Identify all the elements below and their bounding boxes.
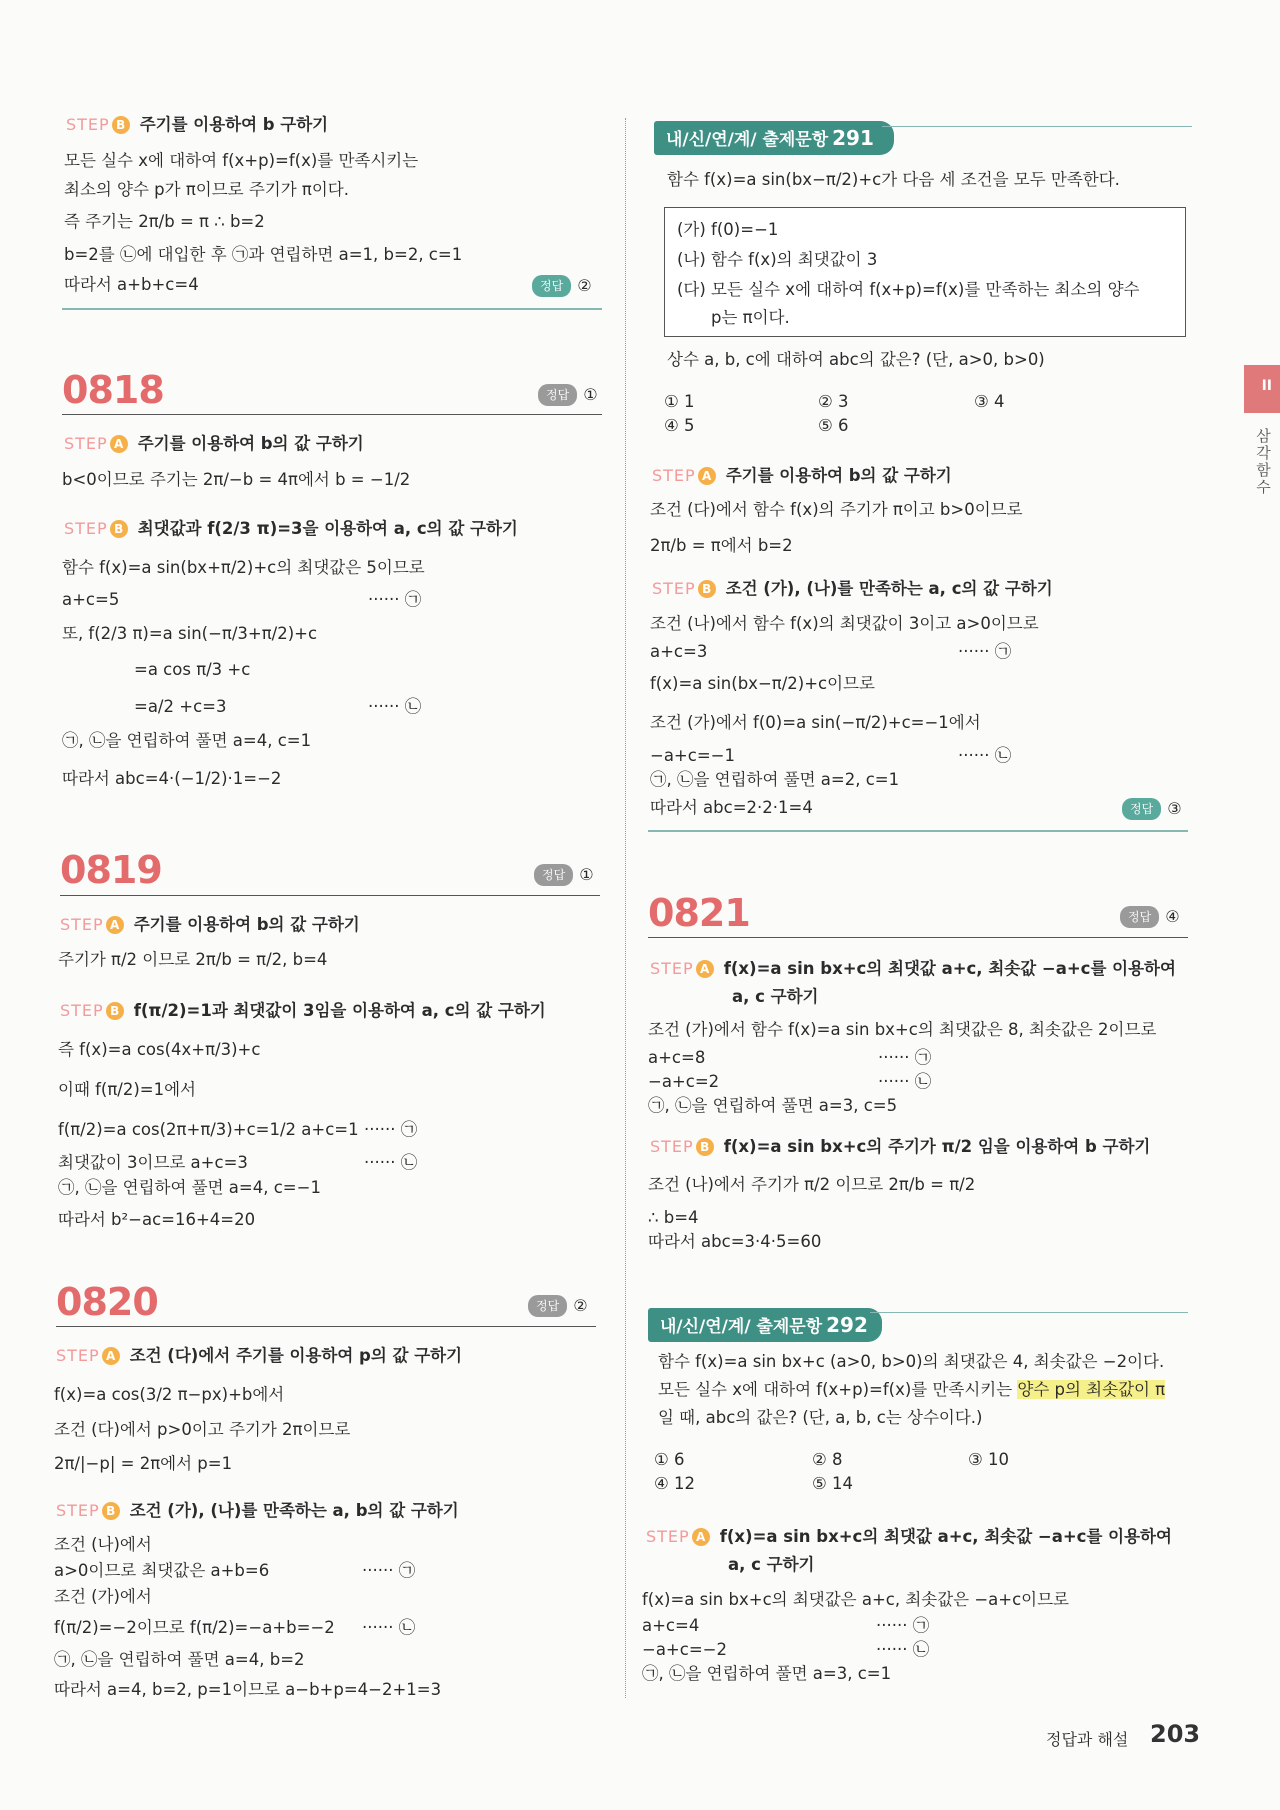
solution-line: b<0이므로 주기는 2π/−b = 4π에서 b = −1/2 xyxy=(62,470,411,489)
condition-da: (다) 모든 실수 x에 대하여 f(x+p)=f(x)를 만족하는 최소의 양수 xyxy=(677,280,1140,299)
solution-line: ㉠, ㉡을 연립하여 풀면 a=3, c=5 xyxy=(648,1096,898,1115)
section-divider xyxy=(648,830,1188,832)
solution-line: 이때 f(π/2)=1에서 xyxy=(58,1080,196,1099)
solution-line: ㉠, ㉡을 연립하여 풀면 a=4, c=−1 xyxy=(58,1178,321,1197)
choice: ② 8 xyxy=(812,1450,843,1469)
page-number: 203 xyxy=(1150,1720,1201,1748)
problem-number: 0821 xyxy=(648,891,750,935)
answer-badge: 정답 ③ xyxy=(1122,798,1182,820)
choice: ⑤ 6 xyxy=(818,416,849,435)
choice: ① 6 xyxy=(654,1450,685,1469)
solution-line: 즉 주기는 2π/b = π ∴ b=2 xyxy=(64,212,265,231)
equation-marker: ······ ㉠ xyxy=(364,1120,418,1139)
choice: ④ 12 xyxy=(654,1474,696,1493)
step-b-header: STEP B 조건 (가), (나)를 만족하는 a, c의 값 구하기 xyxy=(652,579,1053,598)
solution-line: f(x)=a sin(bx−π/2)+c이므로 xyxy=(650,674,875,693)
equation-marker: ······ ㉡ xyxy=(368,697,422,716)
solution-line: =a cos π/3 +c xyxy=(134,660,251,679)
solution-line: 또, f(2/3 π)=a sin(−π/3+π/2)+c xyxy=(62,624,318,643)
solution-line: 조건 (다)에서 함수 f(x)의 주기가 π이고 b>0이므로 xyxy=(650,500,1023,519)
equation-marker: ······ ㉡ xyxy=(878,1072,932,1091)
problem-stem: 함수 f(x)=a sin(bx−π/2)+c가 다음 세 조건을 모두 만족한다. xyxy=(667,170,1120,189)
step-a-header: STEP A f(x)=a sin bx+c의 최댓값 a+c, 최솟값 −a+c를 이용하여 xyxy=(650,959,1176,978)
choice: ④ 5 xyxy=(664,416,695,435)
solution-line: a+c=4 xyxy=(642,1616,700,1635)
choice: ⑤ 14 xyxy=(812,1474,854,1493)
answer-badge: 정답 ① xyxy=(534,864,594,886)
solution-line: =a/2 +c=3 xyxy=(134,697,227,716)
equation-marker: ······ ㉠ xyxy=(362,1561,416,1580)
equation-marker: ······ ㉠ xyxy=(368,590,422,609)
step-a-header: STEP A 주기를 이용하여 b의 값 구하기 xyxy=(652,466,952,485)
highlight: 양수 p의 최솟값이 π xyxy=(1017,1380,1166,1399)
answer-badge: 정답 ② xyxy=(532,275,592,297)
section-divider xyxy=(62,308,602,310)
condition-ga: (가) f(0)=−1 xyxy=(677,220,779,239)
step-b-header: STEP B f(x)=a sin bx+c의 주기가 π/2 임을 이용하여 b 구하기 xyxy=(650,1137,1151,1156)
solution-line: 따라서 abc=3·4·5=60 xyxy=(648,1232,822,1251)
solution-line: ㉠, ㉡을 연립하여 풀면 a=3, c=1 xyxy=(642,1664,892,1683)
banner-line xyxy=(870,1312,1188,1313)
problem-stem: 모든 실수 x에 대하여 f(x+p)=f(x)를 만족시키는 양수 p의 최솟값이 π xyxy=(658,1380,1166,1399)
solution-line: f(x)=a cos(3/2 π−px)+b에서 xyxy=(54,1385,285,1404)
equation-marker: ······ ㉡ xyxy=(958,746,1012,765)
problem-rule xyxy=(648,937,1188,938)
problem-number: 0818 xyxy=(62,368,164,412)
solution-line: 조건 (가)에서 f(0)=a sin(−π/2)+c=−1에서 xyxy=(650,713,981,732)
solution-line: 조건 (나)에서 주기가 π/2 이므로 2π/b = π/2 xyxy=(648,1175,976,1194)
problem-rule xyxy=(56,1326,596,1327)
equation-marker: ······ ㉠ xyxy=(876,1616,930,1635)
column-divider xyxy=(625,118,626,1698)
condition-na: (나) 함수 f(x)의 최댓값이 3 xyxy=(677,250,878,269)
choice: ③ 4 xyxy=(974,392,1005,411)
solution-line: b=2를 ㉡에 대입한 후 ㉠과 연립하면 a=1, b=2, c=1 xyxy=(64,245,463,264)
answer-badge: 정답 ④ xyxy=(1120,906,1180,928)
solution-line: a+c=8 xyxy=(648,1048,706,1067)
equation-marker: ······ ㉡ xyxy=(876,1640,930,1659)
step-a-header: STEP A 주기를 이용하여 b의 값 구하기 xyxy=(60,915,360,934)
solution-line: f(x)=a sin bx+c의 최댓값은 a+c, 최솟값은 −a+c이므로 xyxy=(642,1590,1069,1609)
solution-line: ㉠, ㉡을 연립하여 풀면 a=4, c=1 xyxy=(62,731,312,750)
problem-question: 상수 a, b, c에 대하여 abc의 값은? (단, a>0, b>0) xyxy=(667,350,1045,369)
solution-line: 주기가 π/2 이므로 2π/b = π/2, b=4 xyxy=(58,950,328,969)
solution-line: 따라서 b²−ac=16+4=20 xyxy=(58,1210,256,1229)
condition-da-cont: p는 π이다. xyxy=(711,308,790,327)
solution-line: −a+c=2 xyxy=(648,1072,720,1091)
chapter-number: II xyxy=(1261,378,1272,394)
solution-line: ∴ b=4 xyxy=(648,1208,699,1227)
step-b-header: STEP B 조건 (가), (나)를 만족하는 a, b의 값 구하기 xyxy=(56,1501,459,1520)
solution-line: 조건 (다)에서 p>0이고 주기가 2π이므로 xyxy=(54,1420,351,1439)
equation-marker: ······ ㉡ xyxy=(362,1618,416,1637)
solution-line: 조건 (나)에서 xyxy=(54,1535,152,1554)
footer-label: 정답과 해설 xyxy=(1046,1730,1129,1749)
solution-line: f(π/2)=a cos(2π+π/3)+c=1/2 a+c=1 xyxy=(58,1120,359,1139)
step-b-header: STEP B 최댓값과 f(2/3 π)=3을 이용하여 a, c의 값 구하기 xyxy=(64,519,518,538)
choice: ③ 10 xyxy=(968,1450,1010,1469)
practice-banner: 내/신/연/계/ 출제문항 291 xyxy=(654,121,894,155)
solution-line: 조건 (가)에서 함수 f(x)=a sin bx+c의 최댓값은 8, 최솟값은 2이므로 xyxy=(648,1020,1157,1039)
conditions-box xyxy=(664,207,1186,337)
solution-line: 조건 (가)에서 xyxy=(54,1587,152,1606)
solution-line: ㉠, ㉡을 연립하여 풀면 a=2, c=1 xyxy=(650,770,900,789)
solution-line: 함수 f(x)=a sin(bx+π/2)+c의 최댓값은 5이므로 xyxy=(62,558,425,577)
solution-line: 따라서 a+b+c=4 xyxy=(64,275,199,294)
practice-banner: 내/신/연/계/ 출제문항 292 xyxy=(648,1308,882,1342)
choice: ① 1 xyxy=(664,392,695,411)
solution-line: 최댓값이 3이므로 a+c=3 xyxy=(58,1153,248,1172)
step-a-header-cont: a, c 구하기 xyxy=(728,1555,815,1574)
equation-marker: ······ ㉠ xyxy=(958,642,1012,661)
solution-line: 따라서 abc=2·2·1=4 xyxy=(650,798,813,817)
solution-line: 2π/b = π에서 b=2 xyxy=(650,536,793,555)
solution-line: 따라서 a=4, b=2, p=1이므로 a−b+p=4−2+1=3 xyxy=(54,1680,442,1699)
solution-line: 모든 실수 x에 대하여 f(x+p)=f(x)를 만족시키는 xyxy=(64,151,419,170)
step-a-header: STEP A 조건 (다)에서 주기를 이용하여 p의 값 구하기 xyxy=(56,1346,463,1365)
problem-rule xyxy=(60,895,600,896)
problem-number: 0820 xyxy=(56,1280,158,1324)
answer-badge: 정답 ① xyxy=(538,384,598,406)
solution-line: −a+c=−1 xyxy=(650,746,735,765)
banner-line xyxy=(882,126,1192,127)
step-a-header: STEP A f(x)=a sin bx+c의 최댓값 a+c, 최솟값 −a+c를 이용하여 xyxy=(646,1527,1172,1546)
solution-line: f(π/2)=−2이므로 f(π/2)=−a+b=−2 xyxy=(54,1618,335,1637)
problem-rule xyxy=(62,414,602,415)
solution-line: 즉 f(x)=a cos(4x+π/3)+c xyxy=(58,1040,261,1059)
solution-line: 최소의 양수 p가 π이므로 주기가 π이다. xyxy=(64,180,349,199)
choice: ② 3 xyxy=(818,392,849,411)
problem-number: 0819 xyxy=(60,848,162,892)
step-a-header: STEP A 주기를 이용하여 b의 값 구하기 xyxy=(64,434,364,453)
solution-line: a+c=5 xyxy=(62,590,120,609)
solution-line: 조건 (나)에서 함수 f(x)의 최댓값이 3이고 a>0이므로 xyxy=(650,614,1039,633)
problem-stem: 일 때, abc의 값은? (단, a, b, c는 상수이다.) xyxy=(658,1408,983,1427)
equation-marker: ······ ㉡ xyxy=(364,1153,418,1172)
problem-stem: 함수 f(x)=a sin bx+c (a>0, b>0)의 최댓값은 4, 최솟값은 −2이다. xyxy=(658,1352,1165,1371)
equation-marker: ······ ㉠ xyxy=(878,1048,932,1067)
step-b-header: STEP B f(π/2)=1과 최댓값이 3임을 이용하여 a, c의 값 구하기 xyxy=(60,1001,546,1020)
chapter-title: 삼각함수 xyxy=(1254,428,1272,496)
solution-line: 2π/|−p| = 2π에서 p=1 xyxy=(54,1454,233,1473)
solution-line: 따라서 abc=4·(−1/2)·1=−2 xyxy=(62,769,282,788)
solution-line: ㉠, ㉡을 연립하여 풀면 a=4, b=2 xyxy=(54,1650,305,1669)
step-b-header: STEP B 주기를 이용하여 b 구하기 xyxy=(66,115,329,134)
solution-line: −a+c=−2 xyxy=(642,1640,727,1659)
solution-line: a>0이므로 최댓값은 a+b=6 xyxy=(54,1561,270,1580)
step-a-header-cont: a, c 구하기 xyxy=(732,987,819,1006)
solution-line: a+c=3 xyxy=(650,642,708,661)
answer-badge: 정답 ② xyxy=(528,1295,588,1317)
